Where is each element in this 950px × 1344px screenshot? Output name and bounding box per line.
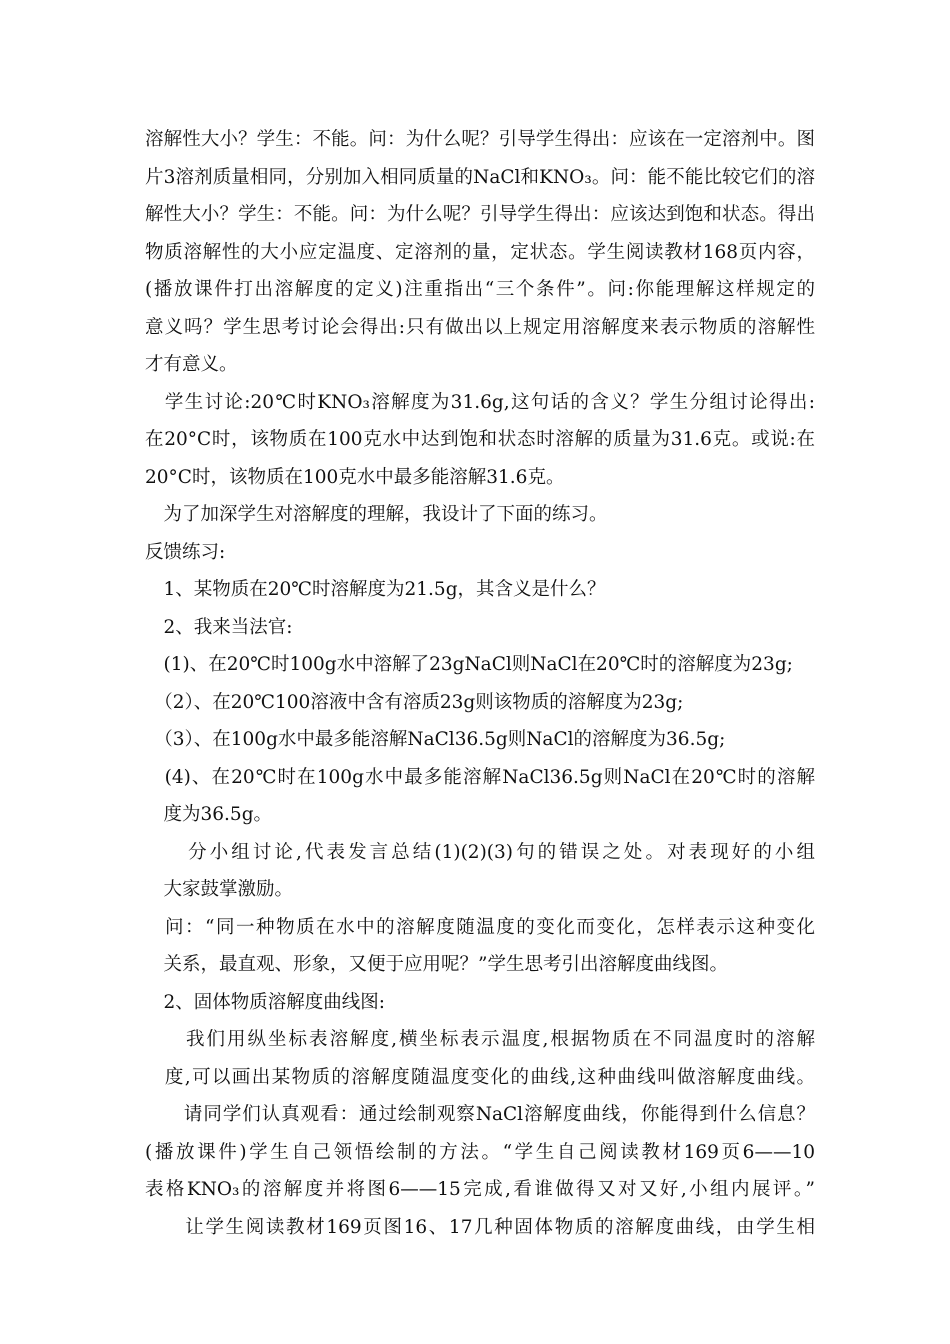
text-line: 在20°C时，该物质在100克水中达到饱和状态时溶解的质量为31.6克。或说:在	[145, 429, 815, 450]
text-line: 分小组讨论,代表发言总结(1)(2)(3)句的错误之处。对表现好的小组	[145, 841, 815, 863]
text-line: 我们用纵坐标表溶解度,横坐标表示温度,根据物质在不同温度时的溶解	[145, 1029, 815, 1050]
exercise-subitem: 度为36.5g。	[145, 804, 273, 825]
text-line: 学生讨论:20℃时KNO₃溶解度为31.6g,这句话的含义？学生分组讨论得出:	[145, 391, 815, 413]
text-line: 度,可以画出某物质的溶解度随温度变化的曲线,这种曲线叫做溶解度曲线。	[145, 1066, 815, 1088]
text-line: 片3溶剂质量相同，分别加入相同质量的NaCl和KNO₃。问：能不能比较它们的溶	[145, 166, 815, 188]
text-line: 溶解性大小？学生：不能。问：为什么呢？引导学生得出：应该在一定溶剂中。图	[145, 129, 815, 150]
text-line: 让学生阅读教材169页图16、17几种固体物质的溶解度曲线，由学生相	[145, 1216, 815, 1238]
section-heading: 反馈练习:	[145, 541, 226, 563]
text-line: 请同学们认真观看：通过绘制观察NaCl溶解度曲线，你能得到什么信息？	[145, 1104, 815, 1125]
text-line: 为了加深学生对溶解度的理解，我设计了下面的练习。	[145, 504, 608, 525]
text-line: 物质溶解性的大小应定温度、定溶剂的量，定状态。学生阅读教材168页内容，	[145, 241, 815, 263]
exercise-item: 1、某物质在20℃时溶解度为21.5g，其含义是什么？	[145, 579, 606, 600]
exercise-subitem: (4)、在20℃时在100g水中最多能溶解NaCl36.5g则NaCl在20℃时的溶解	[145, 766, 815, 788]
text-line: 关系，最直观、形象，又便于应用呢？”学生思考引出溶解度曲线图。	[145, 954, 728, 975]
text-line: 表格KNO₃的溶解度并将图6——15完成,看谁做得又对又好,小组内展评。”	[145, 1179, 815, 1200]
text-line: 意义吗？学生思考讨论会得出:只有做出以上规定用溶解度来表示物质的溶解性	[145, 316, 815, 338]
exercise-subitem: （2）、在20℃100溶液中含有溶质23g则该物质的溶解度为23g;	[145, 691, 684, 713]
exercise-item: 2、我来当法官:	[145, 616, 293, 638]
section-heading: 2、固体物质溶解度曲线图:	[145, 991, 386, 1013]
text-line: (播放课件)学生自己领悟绘制的方法。“学生自己阅读教材169页6——10	[145, 1141, 815, 1163]
text-line: 才有意义。	[145, 354, 238, 375]
text-line: 20°C时，该物质在100克水中最多能溶解31.6克。	[145, 466, 565, 488]
text-line: 问：“同一种物质在水中的溶解度随温度的变化而变化，怎样表示这种变化	[145, 916, 815, 938]
exercise-subitem: (1)、在20℃时100g水中溶解了23gNaCl则NaCl在20℃时的溶解度为23g;	[145, 654, 793, 675]
text-line: 解性大小？学生：不能。问：为什么呢？引导学生得出：应该达到饱和状态。得出	[145, 204, 815, 225]
exercise-subitem: （3）、在100g水中最多能溶解NaCl36.5g则NaCl的溶解度为36.5g;	[145, 729, 726, 750]
text-line: 大家鼓掌激励。	[145, 879, 294, 900]
text-line: (播放课件打出溶解度的定义)注重指出“三个条件”。问:你能理解这样规定的	[145, 279, 815, 300]
